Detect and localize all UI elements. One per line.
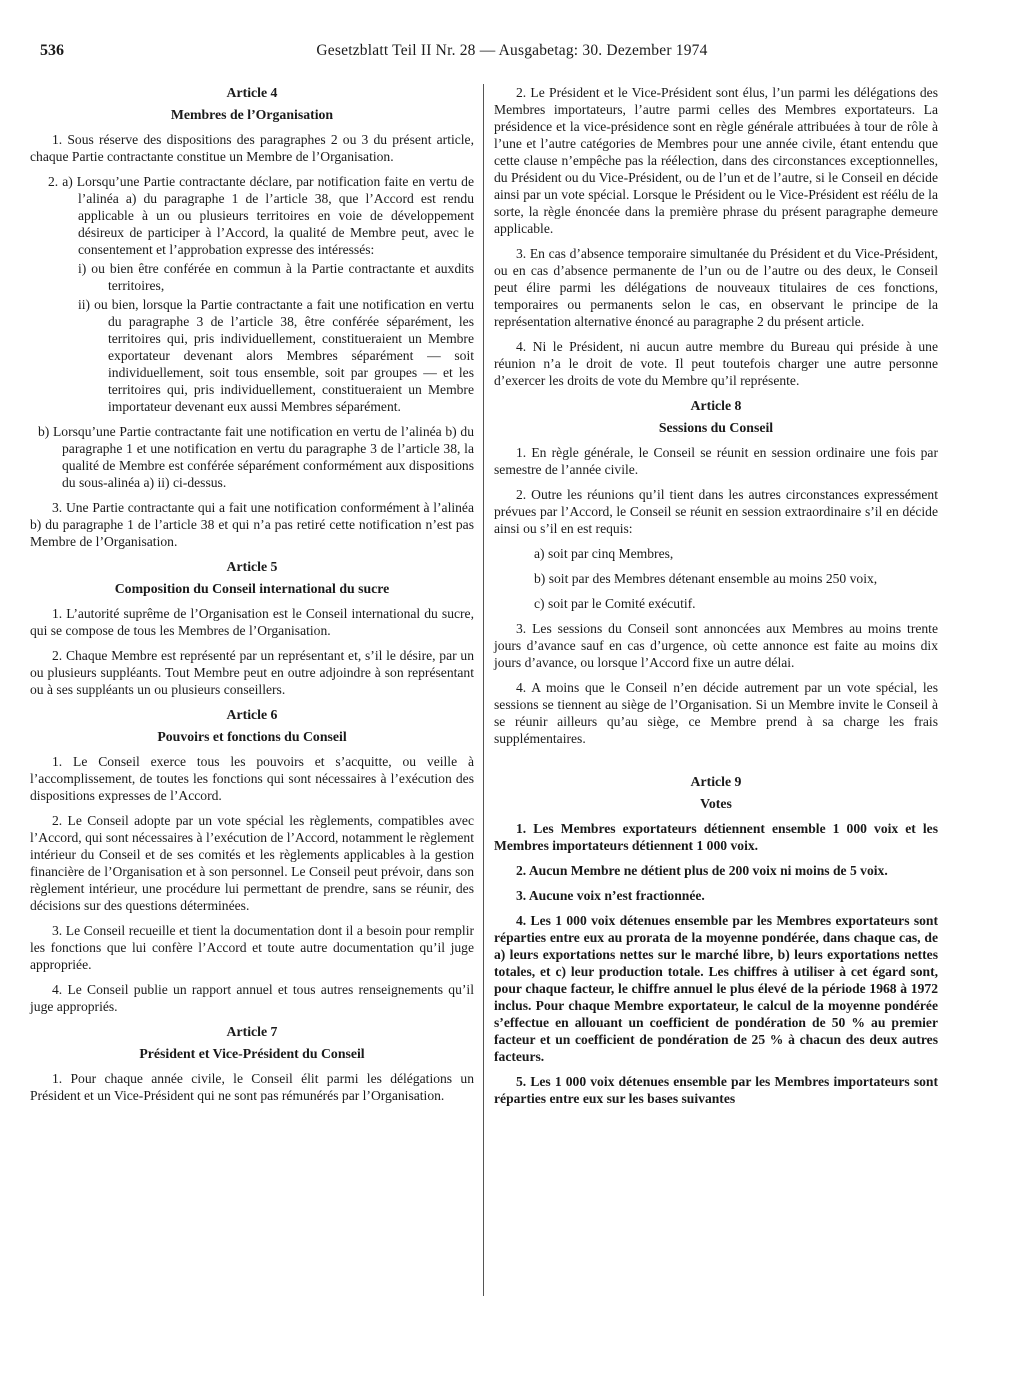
article-9-paragraph-1: 1. Les Membres exportateurs détiennent ensemble 1 000 voix et les Membres importateurs détiennent 1 000 voix. bbox=[494, 821, 938, 853]
article-4-subtitle: Membres de l’Organisation bbox=[170, 107, 334, 122]
article-4-paragraph-3: 3. Une Partie contractante qui a fait une notification conformément à l’alinéa b) du paragraphe 1 de l’article 38 et qui n’a pas retiré cette notification n’est pas Membre de l’Organisation. bbox=[30, 500, 474, 549]
article-6-paragraph-3: 3. Le Conseil recueille et tient la documentation dont il a besoin pour remplir les fonctions que lui confère l’Accord et toute autre documentation qu’il juge appropriée. bbox=[30, 923, 474, 972]
article-8-paragraph-1: 1. En règle générale, le Conseil se réunit en session ordinaire une fois par semestre de l’année civile. bbox=[494, 445, 938, 477]
article-7-paragraph-1: 1. Pour chaque année civile, le Conseil élit parmi les délégations un Président et un Vice-Président qui ne sont pas rémunérés par l’Organisation. bbox=[30, 1071, 474, 1103]
article-5-subtitle: Composition du Conseil international du sucre bbox=[114, 581, 390, 596]
left-column bbox=[30, 84, 474, 1112]
article-4-paragraph-1: 1. Sous réserve des dispositions des paragraphes 2 ou 3 du présent article, chaque Partie contractante constitue un Membre de l’Organisation. bbox=[30, 132, 474, 164]
article-6-title: Article 6 bbox=[226, 707, 278, 722]
article-4-paragraph-2b: b) Lorsqu’une Partie contractante fait une notification en vertu de l’alinéa b) du paragraphe 1 et une notification en vertu du paragraphe 3 de l’article 38, la qualité de Membre est conférée séparément conformément aux dispositions du sous-alinéa a) ii) ci-dessus. bbox=[38, 424, 474, 490]
right-column bbox=[494, 84, 938, 1115]
article-8-subtitle: Sessions du Conseil bbox=[658, 420, 774, 435]
article-9-paragraph-3: 3. Aucune voix n’est fractionnée. bbox=[516, 888, 705, 903]
article-7-paragraph-3: 3. En cas d’absence temporaire simultanée du Président et du Vice-Président, ou en cas d’absence permanente de l’un ou de l’autre ou des deux, le Conseil peut élire parmi les délégations de nouveaux titulaires de ces fonctions, temporaires ou permanents selon le cas, en observant le principe de la représentation alternative énoncé au paragraphe 2 du présent article. bbox=[494, 246, 938, 329]
article-9-paragraph-5: 5. Les 1 000 voix détenues ensemble par les Membres importateurs sont réparties entre eux sur les bases suivantes bbox=[494, 1074, 938, 1106]
page-header bbox=[40, 42, 984, 64]
article-6-subtitle: Pouvoirs et fonctions du Conseil bbox=[157, 729, 347, 744]
article-8-item-a: a) soit par cinq Membres, bbox=[534, 546, 674, 561]
article-7-title: Article 7 bbox=[226, 1024, 278, 1039]
article-9-subtitle: Votes bbox=[700, 796, 732, 811]
article-6-paragraph-2: 2. Le Conseil adopte par un vote spécial les règlements, compatibles avec l’Accord, qui sont nécessaires à l’exécution de l’Accord, notamment le règlement intérieur du Conseil et de ses comités et les règlements applicables à la gestion financière de l’Organisation et à son personnel. Le Conseil peut prévoir, dans son règlement intérieur, une procédure lui permettant de prendre, sans se réunir, des décisions sur des questions déterminées. bbox=[30, 813, 474, 913]
article-5-paragraph-1: 1. L’autorité suprême de l’Organisation est le Conseil international du sucre, qui se compose de tous les Membres de l’Organisation. bbox=[30, 606, 474, 638]
article-7-paragraph-4: 4. Ni le Président, ni aucun autre membre du Bureau qui préside à une réunion n’a le droit de vote. Il peut toutefois charger une autre personne d’exercer les droits de vote du Membre qu’il représente. bbox=[494, 339, 938, 388]
article-9-paragraph-4: 4. Les 1 000 voix détenues ensemble par les Membres exportateurs sont réparties entre eux au prorata de la moyenne pondérée, dans chaque cas, de a) leurs exportations nettes sur le marché libre, b) leurs exportations nettes totales, et c) leur production totale. Les chiffres à utiliser à cet égard sont, pour chaque facteur, le chiffre annuel le plus élevé de la période 1968 à 1972 inclus. Pour chaque Membre exportateur, le calcul de la moyenne pondérée s’effectue en allouant un coefficient de pondération de 50 % au premier facteur et un coefficient de pondération de 25 % à chacun des deux autres facteurs. bbox=[494, 913, 938, 1064]
column-divider bbox=[483, 84, 484, 1296]
article-8-paragraph-4: 4. A moins que le Conseil n’en décide autrement par un vote spécial, les sessions se tiennent au siège de l’Organisation. Si un Membre invite le Conseil à se réunir ailleurs qu’au siège, ce Membre prend à sa charge les frais supplémentaires. bbox=[494, 680, 938, 746]
page-number: 536 bbox=[40, 42, 64, 59]
article-4-paragraph-2a-ii: ii) ou bien, lorsque la Partie contractante a fait une notification en vertu du paragraphe 3 de l’article 38, être conférée séparément, les territoires qui, pris individuellement, constitueraient un Membre exportateur devenant alors Membres séparément — soit individuellement, soit tous ensemble, soit par groupes — et les territoires qui, pris individuellement, constitueraient un Membre importateur devenant eux aussi Membres séparément. bbox=[78, 297, 474, 414]
gazette-title: Gesetzblatt Teil II Nr. 28 — Ausgabetag: 30. Dezember 1974 bbox=[316, 42, 708, 59]
article-7-subtitle: Président et Vice-Président du Conseil bbox=[139, 1046, 365, 1061]
article-6-paragraph-4: 4. Le Conseil publie un rapport annuel et tous autres renseignements qu’il juge appropriés. bbox=[30, 982, 474, 1014]
article-9-paragraph-2: 2. Aucun Membre ne détient plus de 200 voix ni moins de 5 voix. bbox=[516, 863, 888, 878]
article-5-paragraph-2: 2. Chaque Membre est représenté par un représentant et, s’il le désire, par un ou plusieurs suppléants. Tout Membre peut en outre adjoindre à son représentant ou à ses suppléants un ou plusieurs conseillers. bbox=[30, 648, 474, 697]
article-5-title: Article 5 bbox=[226, 559, 278, 574]
article-7-paragraph-2: 2. Le Président et le Vice-Président sont élus, l’un parmi les délégations des Membres importateurs, l’autre parmi celles des Membres exportateurs. La présidence et la vice-présidence sont en règle générale attribuées à tour de rôle à l’une et l’autre catégories de Membres pour une année civile, étant entendu que cette clause n’empêche pas la réélection, dans des circonstances exceptionnelles, du Président ou du Vice-Président, ou de l’un et de l’autre, si le Conseil en décide ainsi par un vote spécial. Lorsque le Président ou le Vice-Président est réélu de la sorte, la règle énoncée dans la première phrase du présent paragraphe demeure applicable. bbox=[494, 85, 939, 236]
article-8-item-c: c) soit par le Comité exécutif. bbox=[534, 596, 696, 611]
article-8-title: Article 8 bbox=[690, 398, 742, 413]
article-8-paragraph-3: 3. Les sessions du Conseil sont annoncées aux Membres au moins trente jours d’avance sauf en cas d’urgence, où cette annonce est faite au moins dix jours d’avance, ou lorsque l’Accord fixe un autre délai. bbox=[494, 621, 938, 670]
article-4-paragraph-2a-i: i) ou bien être conférée en commun à la Partie contractante et auxdits territoires, bbox=[78, 261, 474, 293]
article-4-title: Article 4 bbox=[226, 85, 278, 100]
article-4-paragraph-2a: 2. a) Lorsqu’une Partie contractante déclare, par notification faite en vertu de l’alinéa a) du paragraphe 1 de l’article 38, que l’Accord est rendu applicable à un ou plusieurs territoires en voie de développement désireux de participer à l’Accord, la qualité de Membre peut, avec le consentement et l’approbation expresse des intéressés: bbox=[48, 174, 474, 257]
article-9-title: Article 9 bbox=[690, 774, 742, 789]
article-8-paragraph-2: 2. Outre les réunions qu’il tient dans les autres circonstances expressément prévues par l’Accord, le Conseil se réunit en session extraordinaire s’il en décide ainsi ou s’il en est requis: bbox=[494, 487, 938, 536]
article-8-item-b: b) soit par des Membres détenant ensemble au moins 250 voix, bbox=[534, 571, 878, 586]
article-6-paragraph-1: 1. Le Conseil exerce tous les pouvoirs et s’acquitte, ou veille à l’accomplissement, de toutes les fonctions qui sont nécessaires à l’exécution des dispositions expresses de l’Accord. bbox=[30, 754, 474, 803]
